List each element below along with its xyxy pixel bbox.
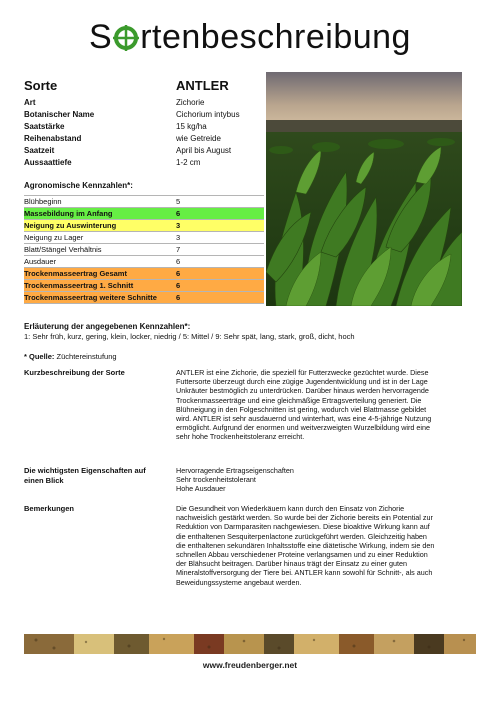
chicory-field-photo	[266, 72, 462, 306]
crosshair-logo-icon	[113, 21, 139, 47]
table-divider	[24, 303, 264, 304]
list-item: Sehr trockenheitstolerant	[176, 475, 256, 485]
attr-label-reihenabstand: Reihenabstand	[24, 134, 82, 143]
kennzahl-value: 6	[176, 281, 181, 290]
kennzahl-row	[24, 244, 264, 255]
kennzahl-value: 7	[176, 245, 181, 254]
kennzahl-value: 6	[176, 209, 181, 218]
kennzahl-row	[24, 256, 264, 267]
attr-label-aussaattiefe: Aussaattiefe	[24, 158, 72, 167]
kennzahl-label: Ausdauer	[24, 257, 57, 266]
kurzbeschreibung-text: ANTLER ist eine Zichorie, die speziell für Futterzwecke gezüchtet wurde. Diese Futtersorte überzeugt durch eine zügige Jugendentwicklung und ist in der Lage Unkräuter bestmöglich zu unterdrücken. Darüber hinaus werden hervorragende Trockenmasseerträge und eine gleichmäßige Ertragsverteilung generiert. Die Blühneigung in den Folgeschnitten ist gering, wodurch viel Blattmasse gebildet wird. ANTLER ist sehr ausdauernd und winterhart, was eine 4-5-jährige Nutzung ermöglicht. Aufgrund der enormen und weitverzweigten Wurzelbildung wird eine sehr hohe Trockenheitstoleranz erreicht.	[176, 368, 432, 442]
eigenschaften-list	[176, 466, 466, 494]
attr-value-saatzeit: April bis August	[176, 146, 232, 155]
kennzahl-value: 6	[176, 257, 181, 266]
kennzahl-label: Blühbeginn	[24, 197, 62, 206]
kennzahl-label: Neigung zu Auswinterung	[24, 221, 117, 230]
erlaeuterung-title: Erläuterung der angegebenen Kennzahlen*:	[24, 322, 191, 331]
bemerkungen-label: Bemerkungen	[24, 504, 75, 513]
quelle-value: Züchtereinstufung	[56, 352, 117, 361]
sorte-label: Sorte	[24, 78, 58, 93]
kennzahl-value: 6	[176, 293, 181, 302]
quelle-note	[24, 352, 117, 361]
attr-label-saatzeit: Saatzeit	[24, 146, 55, 155]
kennzahl-label: Trockenmasseertrag 1. Schnitt	[24, 281, 134, 290]
erlaeuterung-text: 1: Sehr früh, kurz, gering, klein, locker, niedrig / 5: Mittel / 9: Sehr spät, lang, stark, groß, dicht, hoch	[24, 332, 355, 341]
kennzahl-row	[24, 292, 264, 303]
kennzahl-label: Blatt/Stängel Verhältnis	[24, 245, 102, 254]
kennzahlen-title: Agronomische Kennzahlen*:	[24, 181, 133, 190]
kennzahl-value: 3	[176, 221, 181, 230]
kurzbeschreibung-label: Kurzbeschreibung der Sorte	[24, 368, 125, 377]
attr-label-botanical: Botanischer Name	[24, 110, 95, 119]
kennzahl-row	[24, 232, 264, 243]
kennzahl-label: Neigung zu Lager	[24, 233, 84, 242]
kennzahl-row	[24, 220, 264, 231]
attr-value-botanical: Cichorium intybus	[176, 110, 240, 119]
kennzahl-row	[24, 280, 264, 291]
sorte-value: ANTLER	[176, 78, 229, 93]
attr-value-saatstaerke: 15 kg/ha	[176, 122, 207, 131]
page-title: S rtenbeschreibung	[89, 18, 411, 56]
attr-label-art: Art	[24, 98, 36, 107]
kennzahl-row	[24, 208, 264, 219]
bemerkungen-text: Die Gesundheit von Wiederkäuern kann durch den Einsatz von Zichorie nachweislich gestärkt werden. So wurde bei der Zichorie bereits ein Potential zur Reduktion von Darmparasiten nachgewiesen. Diese bioaktive Wirkung kann auf die enthaltenen Sesquiterpenlactone zurückgeführt werden. Gleichzeitig haben die enthaltenen sekundären Inhaltsstoffe eine diätetische Wirkung, indem sie den schnellen Abbau verschiedener Proteine verlangsamen und zu einer Reduktion der Blähsucht beitragen. Darüber hinaus trägt der Einsatz zu einer guten Mineralstoffversorgung der Tiere bei. ANTLER kann sowohl für Schnitt-, als auch Beweidungssysteme angebaut werden.	[176, 504, 435, 587]
kennzahl-label: Massebildung im Anfang	[24, 209, 113, 218]
kennzahl-row	[24, 268, 264, 279]
attr-value-aussaattiefe: 1-2 cm	[176, 158, 201, 167]
list-item: Hervorragende Ertragseigenschaften	[176, 466, 294, 475]
seed-strip-image	[24, 634, 476, 654]
kennzahl-value: 3	[176, 233, 181, 242]
kennzahl-value: 6	[176, 269, 181, 278]
kennzahl-row	[24, 196, 264, 207]
kennzahl-value: 5	[176, 197, 181, 206]
quelle-label: * Quelle:	[24, 352, 55, 361]
attr-value-art: Zichorie	[176, 98, 205, 107]
footer-url[interactable]: www.freudenberger.net	[202, 660, 298, 670]
attr-label-saatstaerke: Saatstärke	[24, 122, 65, 131]
kennzahl-label: Trockenmasseertrag weitere Schnitte	[24, 293, 157, 302]
kennzahl-label: Trockenmasseertrag Gesamt	[24, 269, 127, 278]
attr-value-reihenabstand: wie Getreide	[176, 134, 221, 143]
eigenschaften-label: Die wichtigsten Eigenschaften auf einen Blick	[24, 466, 146, 485]
list-item: Hohe Ausdauer	[176, 484, 226, 494]
